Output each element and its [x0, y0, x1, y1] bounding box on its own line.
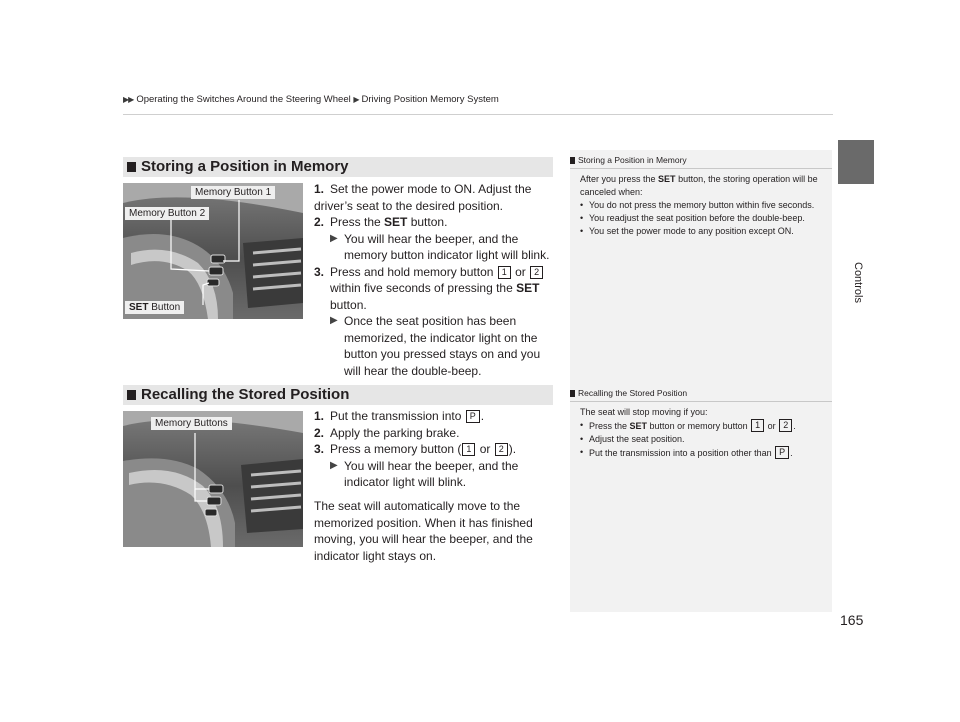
recalling-note: Recalling the Stored Position The seat will stop moving if you: • Press the SET button or memory button 1 or 2 . • Adjust the seat position. • Put the transmission into a position other than P . [570, 388, 832, 460]
storing-step-1: 1. Set the power mode to ON. Adjust the driver’s seat to the desired position. [314, 182, 532, 213]
key-p-icon: P [775, 446, 789, 459]
chapter-tab-label: Controls [852, 262, 864, 303]
storing-step-2: 2. Press the SET button. [314, 215, 448, 229]
callout-memory-button-2: Memory Button 2 [125, 207, 209, 220]
page-number: 165 [840, 612, 864, 628]
chapter-tab-marker [838, 140, 874, 184]
memory-buttons-image [123, 411, 303, 547]
result-arrow-icon: ▶ [330, 315, 338, 326]
note-bullet: • You do not press the memory button within five seconds. [580, 199, 826, 212]
storing-step-3: 3. Press and hold memory button 1 or 2 [314, 264, 554, 281]
note-icon [570, 157, 575, 164]
key-2-icon: 2 [779, 419, 792, 432]
key-2-icon: 2 [530, 266, 543, 279]
double-arrow-icon: ▶▶ [123, 95, 134, 104]
recalling-step-1: 1. Put the transmission into P . [314, 409, 485, 423]
storing-steps: 1. Set the power mode to ON. Adjust the driver’s seat to the desired position. 2. Press the SET button. ▶ You will hear the beeper, and the memory button indicator light will blink. 3. Press and hold memory button 1 or 2 within five seconds of pressing the SET button. ▶ Once the seat position has been memorized, the indicator light on the button you pressed stays on and you will hear the double-beep. [314, 181, 554, 379]
recalling-steps [314, 408, 554, 491]
breadcrumb-part-1: Operating the Switches Around the Steering Wheel [136, 94, 351, 105]
section-heading-storing: Storing a Position in Memory [123, 157, 553, 177]
section-heading-recalling: Recalling the Stored Position [123, 385, 553, 405]
result-arrow-icon: ▶ [330, 459, 338, 471]
note-bullet: • Adjust the seat position. [580, 433, 826, 446]
recalling-step-3-result: ▶ You will hear the beeper, and the indicator light will blink. [330, 458, 519, 489]
callout-memory-buttons: Memory Buttons [151, 417, 232, 430]
recalling-step-3: 3. Press a memory button ( 1 or 2 ). [314, 442, 517, 456]
recalling-step-2: 2. Apply the parking brake. [314, 425, 460, 440]
note-bullet: • Press the SET button or memory button 1 or 2 . [580, 419, 826, 433]
note-bullet: • Put the transmission into a position other than P . [580, 446, 826, 460]
storing-note: Storing a Position in Memory After you press the SET button, the storing operation will be canceled when: • You do not press the memory button within five seconds. • You readjust the seat position before the double-beep. • You set the power mode to any position except ON. [570, 155, 832, 238]
storing-step-3-result: ▶ Once the seat position has been memorized, the indicator light on the button you pressed stays on and you will hear the double-beep. [330, 314, 541, 378]
seat-memory-buttons-image [123, 183, 303, 319]
recalling-paragraph: The seat will automatically move to the memorized position. When it has finished moving, you will hear the beeper, and the indicator light stays on. [314, 499, 533, 563]
note-icon [570, 390, 575, 397]
callout-set-button: SET Button [125, 301, 184, 314]
heading-square-icon [127, 162, 136, 172]
key-2-icon: 2 [495, 443, 508, 456]
breadcrumb-part-2: Driving Position Memory System [361, 94, 499, 105]
heading-square-icon [127, 390, 136, 400]
key-1-icon: 1 [751, 419, 764, 432]
note-bullet: • You set the power mode to any position except ON. [580, 225, 826, 238]
breadcrumb [123, 94, 499, 105]
result-arrow-icon: ▶ [330, 232, 338, 244]
arrow-icon: ▶ [353, 95, 359, 104]
key-p-icon: P [466, 410, 480, 423]
callout-memory-button-1: Memory Button 1 [191, 186, 275, 199]
header-divider [123, 114, 833, 115]
note-bullet: • You readjust the seat position before the double-beep. [580, 212, 826, 225]
key-1-icon: 1 [462, 443, 475, 456]
storing-step-2-result: ▶ You will hear the beeper, and the memory button indicator light will blink. [330, 231, 550, 262]
key-1-icon: 1 [498, 266, 511, 279]
